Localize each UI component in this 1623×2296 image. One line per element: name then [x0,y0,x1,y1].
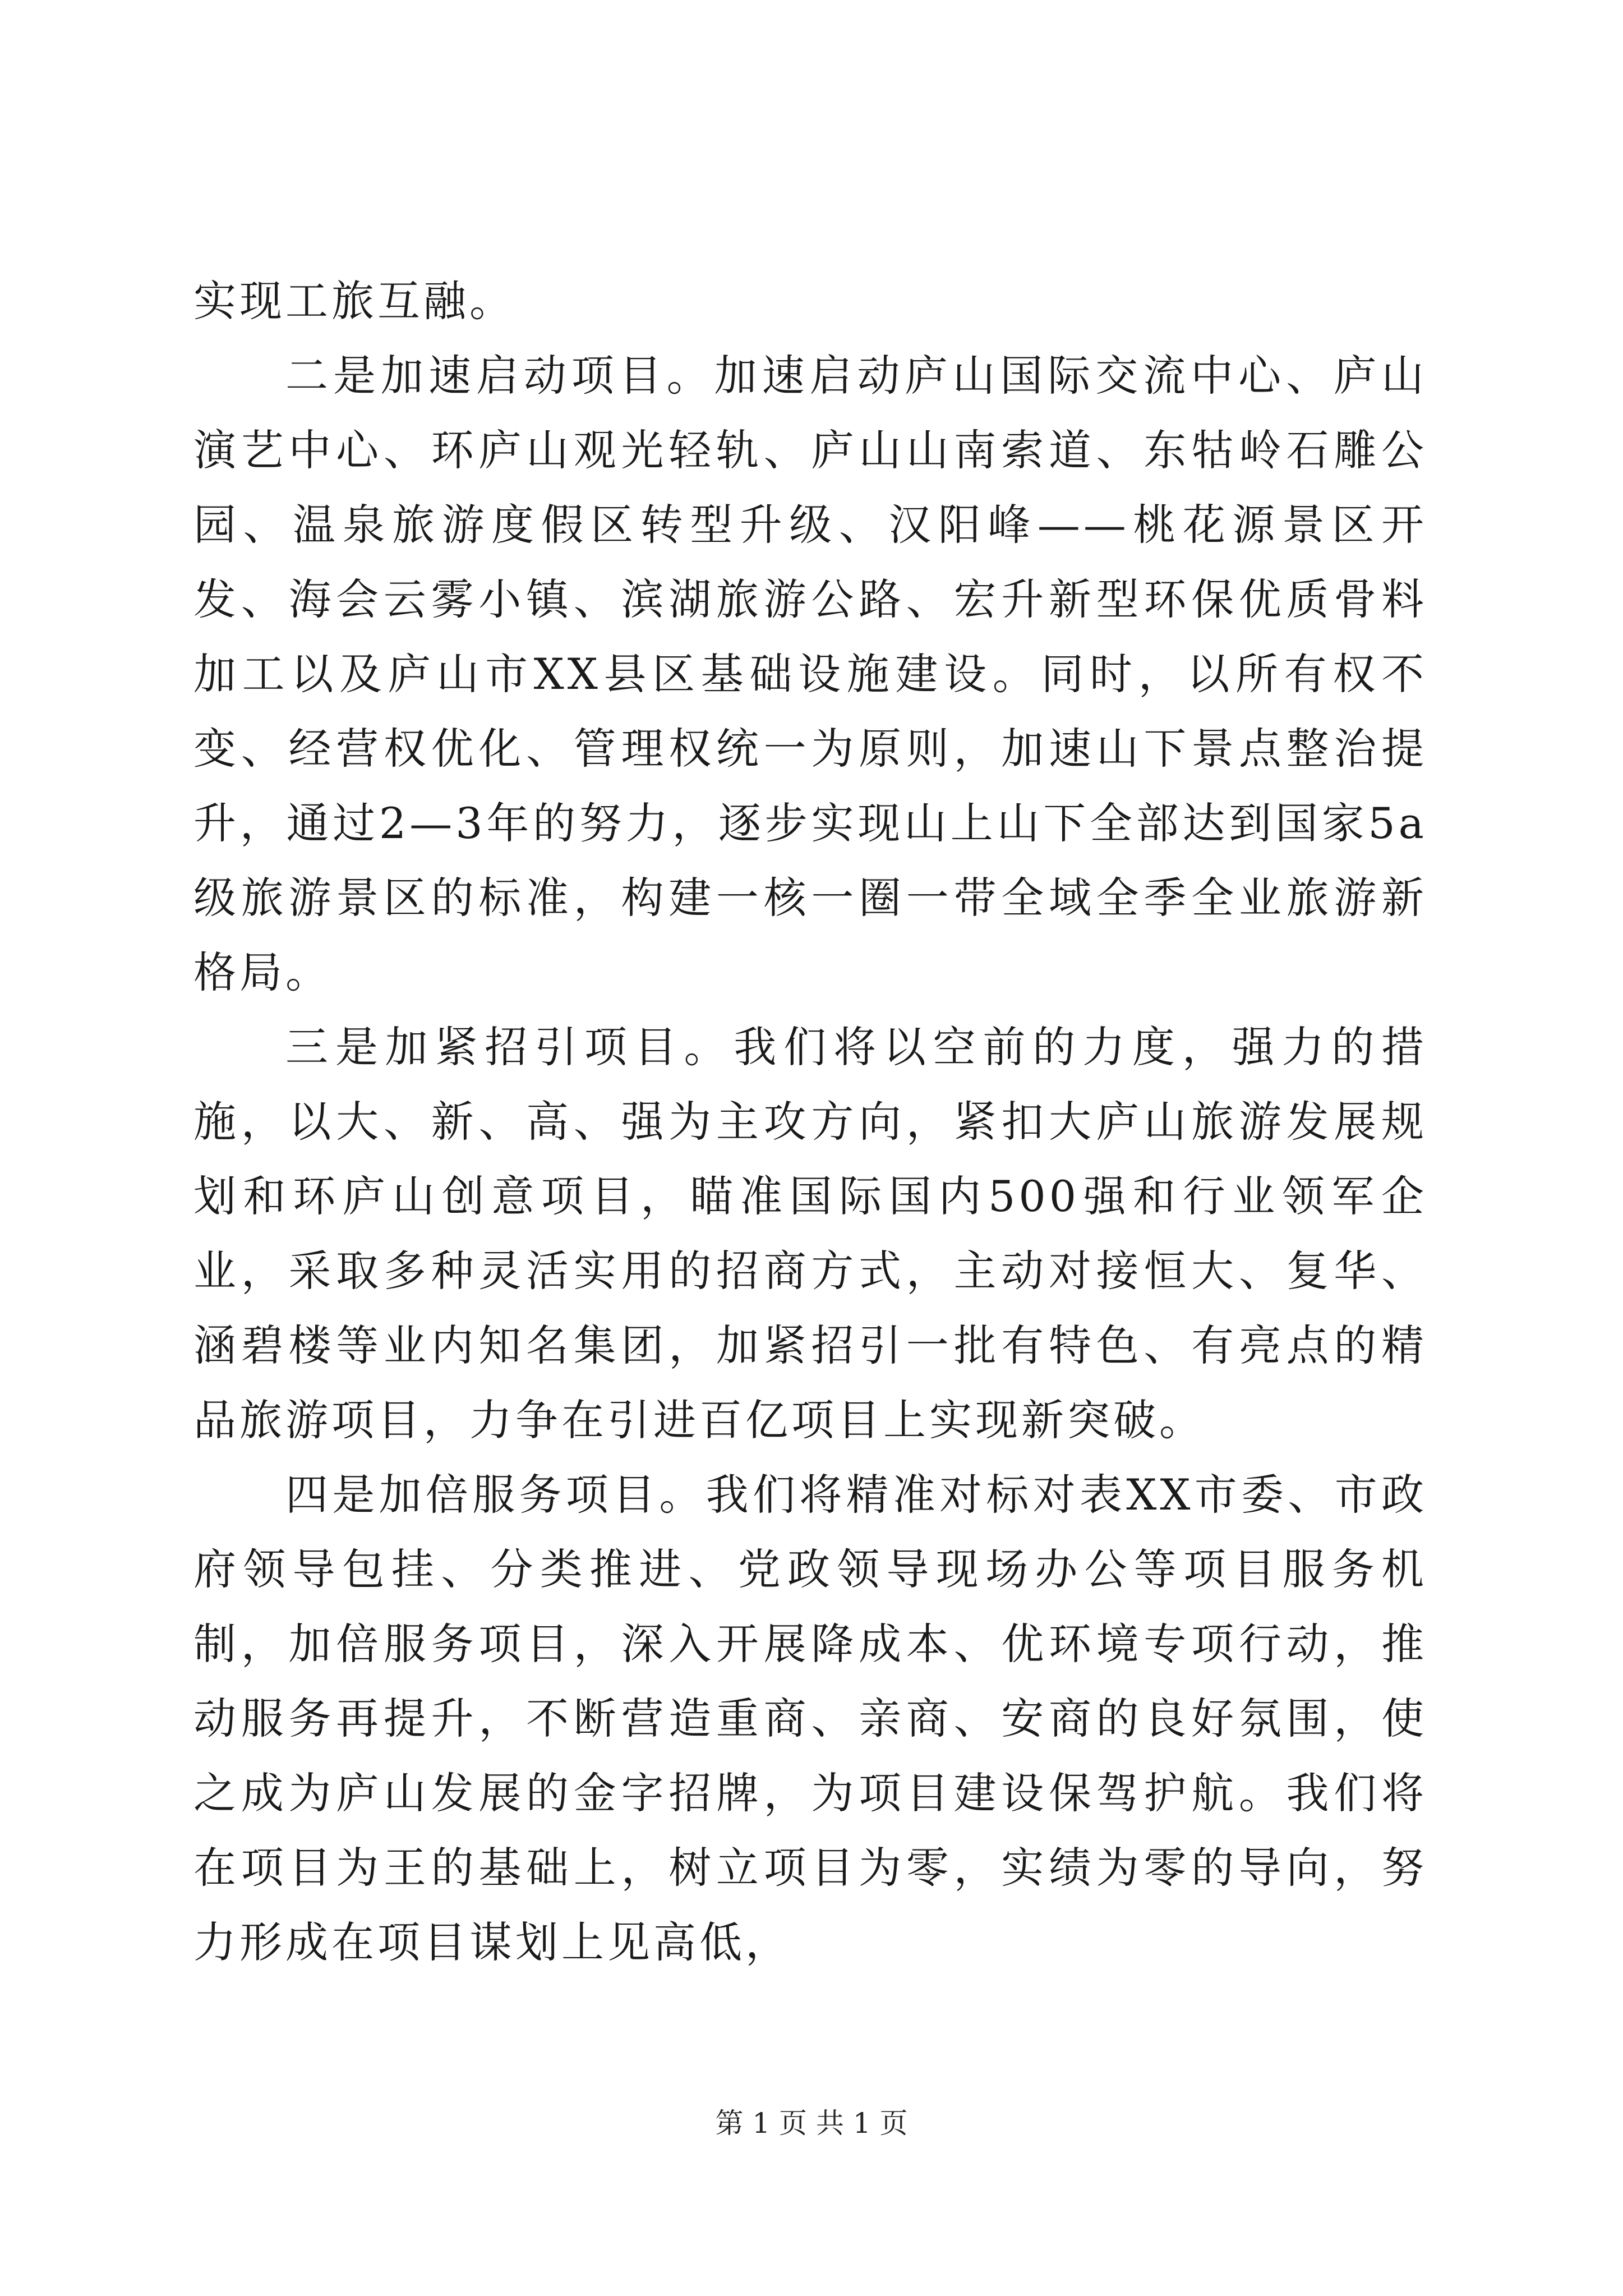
paragraph-continuation: 实现工旅互融。 [193,276,515,326]
document-body [193,264,1427,1980]
paragraph-launch-projects: 二是加速启动项目。加速启动庐山国际交流中心、庐山演艺中心、环庐山观光轻轨、庐山山南索道、东牯岭石雕公园、温泉旅游度假区转型升级、汉阳峰——桃花源景区开发、海会云雾小镇、滨湖旅游公路、宏升新型环保优质骨料加工以及庐山市XX县区基础设施建设。同时，以所有权不变、经营权优化、管理权统一为原则，加速山下景点整治提升，通过2—3年的努力，逐步实现山上山下全部达到国家5a级旅游景区的标准，构建一核一圈一带全域全季全业旅游新格局。 [193,351,1427,997]
page-footer: 第 1 页 共 1 页 [715,2107,908,2139]
paragraph-serve-projects: 四是加倍服务项目。我们将精准对标对表XX市委、市政府领导包挂、分类推进、党政领导现场办公等项目服务机制，加倍服务项目，深入开展降成本、优环境专项行动，推动服务再提升，不断营造重商、亲商、安商的良好氛围，使之成为庐山发展的金字招牌，为项目建设保驾护航。我们将在项目为王的基础上，树立项目为零，实绩为零的导向，努力形成在项目谋划上见高低， [193,1470,1427,1967]
paragraph-attract-projects: 三是加紧招引项目。我们将以空前的力度，强力的措施，以大、新、高、强为主攻方向，紧扣大庐山旅游发展规划和环庐山创意项目，瞄准国际国内500强和行业领军企业，采取多种灵活实用的招商方式，主动对接恒大、复华、涵碧楼等业内知名集团，加紧招引一批有特色、有亮点的精品旅游项目，力争在引进百亿项目上实现新突破。 [193,1022,1427,1445]
